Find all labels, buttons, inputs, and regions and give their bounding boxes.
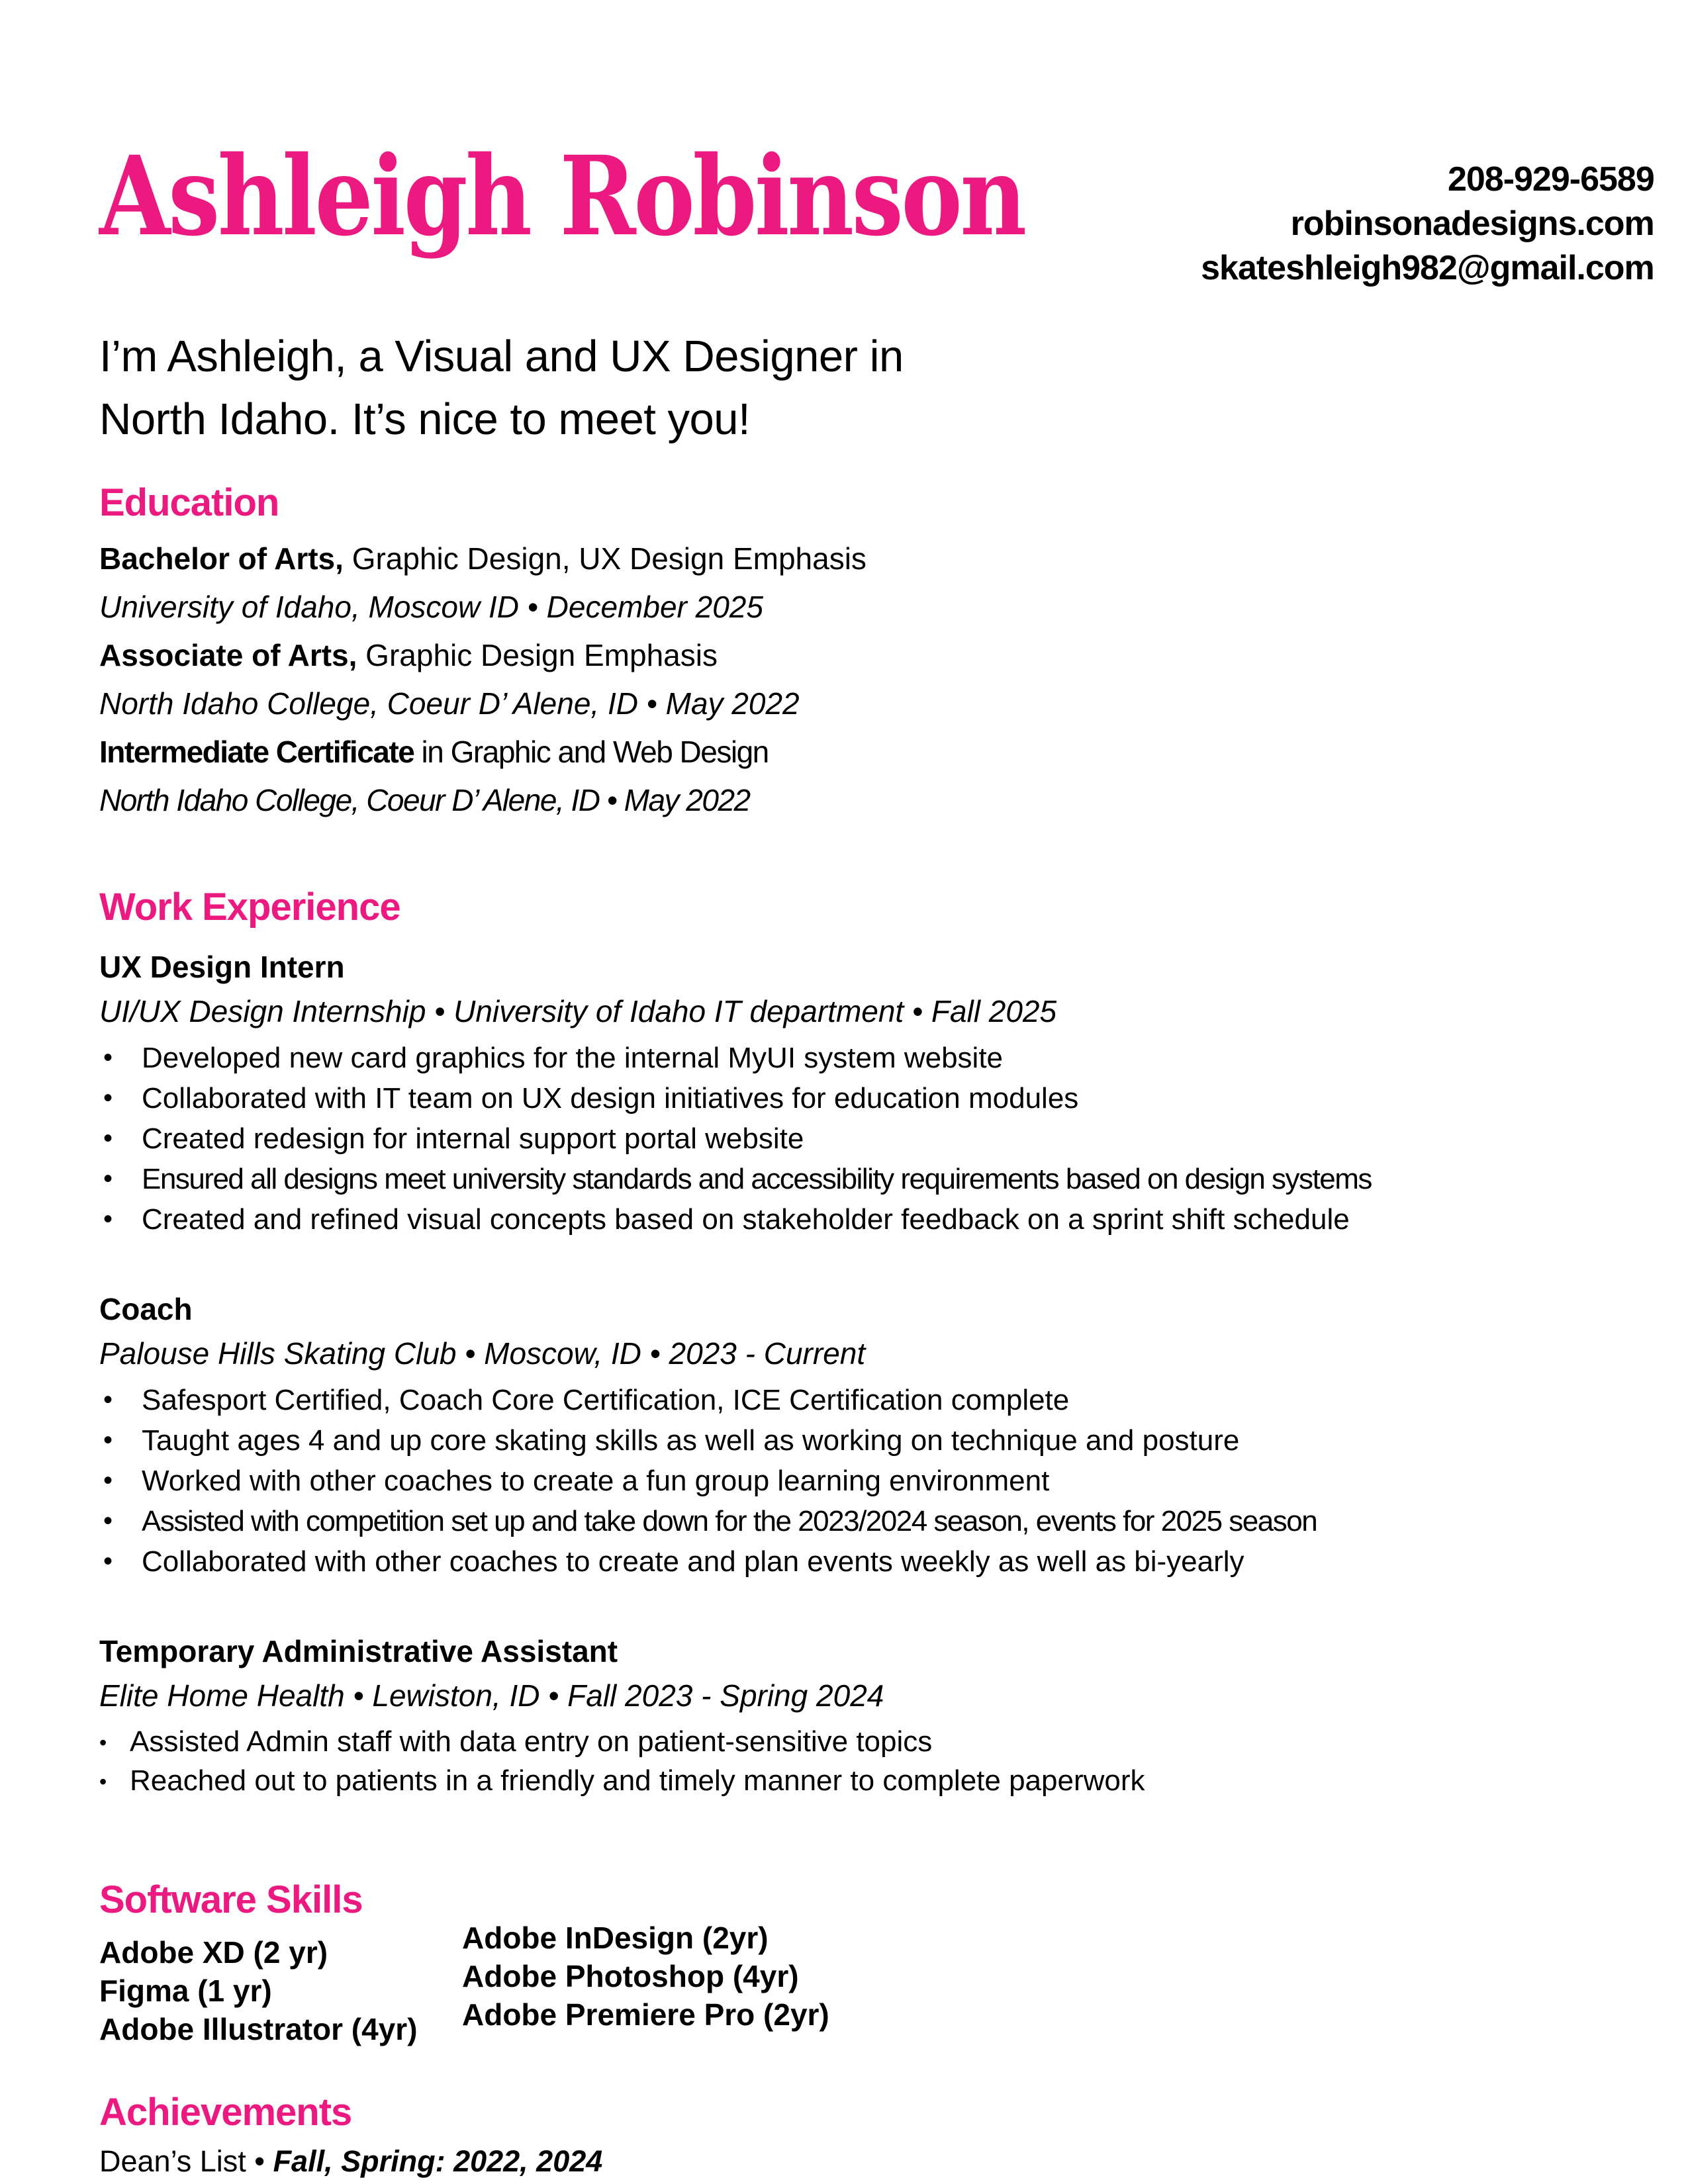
education-list <box>99 535 1589 825</box>
bullet-item: • Created and refined visual concepts based on stakeholder feedback on a sprint shift schedule <box>99 1199 1589 1240</box>
school-detail: University of Idaho, Moscow ID • December 2025 <box>99 589 763 624</box>
achievement-prefix: Dean’s List • <box>99 2144 273 2178</box>
intro-line-2: North Idaho. It’s nice to meet you! <box>99 394 751 444</box>
job-title: Coach <box>99 1292 193 1327</box>
degree-rest: in Graphic and Web Design <box>414 734 769 769</box>
contact-block <box>1201 139 1654 291</box>
school-detail: North Idaho College, Coeur D’ Alene, ID • May 2022 <box>99 686 800 721</box>
bullet-item: • Assisted Admin staff with data entry on patient-sensitive topics <box>99 1722 1589 1761</box>
bullet-item: • Developed new card graphics for the internal MyUI system website <box>99 1038 1589 1078</box>
contact-email: skateshleigh982@gmail.com <box>1201 249 1654 287</box>
job-subtitle: Palouse Hills Skating Club • Moscow, ID • 2023 - Current <box>99 1336 866 1371</box>
skill-item: Adobe Illustrator (4yr) <box>99 2012 418 2047</box>
bullet-item: • Reached out to patients in a friendly and timely manner to complete paperwork <box>99 1761 1589 1800</box>
intro-statement <box>99 325 1589 451</box>
job-bullet-list <box>99 1038 1589 1240</box>
skill-item: Adobe XD (2 yr) <box>99 1935 328 1970</box>
job-subtitle: Elite Home Health • Lewiston, ID • Fall 2023 - Spring 2024 <box>99 1678 884 1713</box>
degree-line <box>99 631 1589 680</box>
job-bullet-list <box>99 1380 1589 1582</box>
degree-name: Associate of Arts, <box>99 637 357 672</box>
skills-column-right <box>462 1919 829 2034</box>
job-ux-design-intern <box>99 945 1589 1240</box>
degree-line <box>99 728 1589 776</box>
bullet-item: • Collaborated with IT team on UX design initiatives for education modules <box>99 1078 1589 1118</box>
intro-line-1: I’m Ashleigh, a Visual and UX Designer in <box>99 332 904 381</box>
skill-item: Adobe Photoshop (4yr) <box>462 1959 799 1994</box>
job-temporary-administrative-assistant <box>99 1629 1589 1800</box>
achievement-line <box>99 2142 1589 2181</box>
software-skills-heading: Software Skills <box>99 1878 363 1922</box>
page-title: Ashleigh Robinson <box>99 132 1025 260</box>
bullet-item: • Worked with other coaches to create a fun group learning environment <box>99 1461 1589 1501</box>
job-subtitle: UI/UX Design Internship • University of Idaho IT department • Fall 2025 <box>99 994 1057 1029</box>
skills-column-left <box>99 1933 462 2048</box>
degree-rest: Graphic Design, UX Design Emphasis <box>343 541 867 576</box>
bullet-item: • Collaborated with other coaches to create and plan events weekly as well as bi-yearly <box>99 1541 1589 1582</box>
job-title: Temporary Administrative Assistant <box>99 1634 618 1669</box>
job-coach <box>99 1287 1589 1582</box>
degree-name: Intermediate Certificate <box>99 734 414 769</box>
bullet-item: • Assisted with competition set up and take down for the 2023/2024 season, events for 2025 season <box>99 1501 1589 1541</box>
degree-name: Bachelor of Arts, <box>99 541 344 576</box>
skill-item: Adobe InDesign (2yr) <box>462 1921 769 1956</box>
bullet-item: • Ensured all designs meet university standards and accessibility requirements based on design systems <box>99 1159 1589 1199</box>
skills-columns <box>99 1921 1589 2048</box>
achievements-heading: Achievements <box>99 2091 352 2134</box>
header <box>99 132 1654 291</box>
bullet-item: • Safesport Certified, Coach Core Certification, ICE Certification complete <box>99 1380 1589 1420</box>
school-detail: North Idaho College, Coeur D’ Alene, ID • May 2022 <box>99 782 750 817</box>
contact-phone: 208-929-6589 <box>1447 160 1654 199</box>
education-item <box>99 631 1589 728</box>
bullet-item: • Created redesign for internal support portal website <box>99 1118 1589 1159</box>
job-title: UX Design Intern <box>99 950 345 985</box>
work-experience-heading: Work Experience <box>99 885 400 929</box>
achievement-detail: Fall, Spring: 2022, 2024 <box>273 2144 603 2178</box>
education-heading: Education <box>99 481 279 524</box>
education-item <box>99 535 1589 631</box>
skill-item: Adobe Premiere Pro (2yr) <box>462 1997 829 2032</box>
bullet-item: • Taught ages 4 and up core skating skills as well as working on technique and posture <box>99 1420 1589 1461</box>
degree-rest: Graphic Design Emphasis <box>357 637 718 672</box>
skill-item: Figma (1 yr) <box>99 1974 272 2009</box>
degree-line <box>99 535 1589 583</box>
job-bullet-list <box>99 1722 1589 1800</box>
education-item <box>99 728 1589 825</box>
contact-website: robinsonadesigns.com <box>1290 205 1654 243</box>
